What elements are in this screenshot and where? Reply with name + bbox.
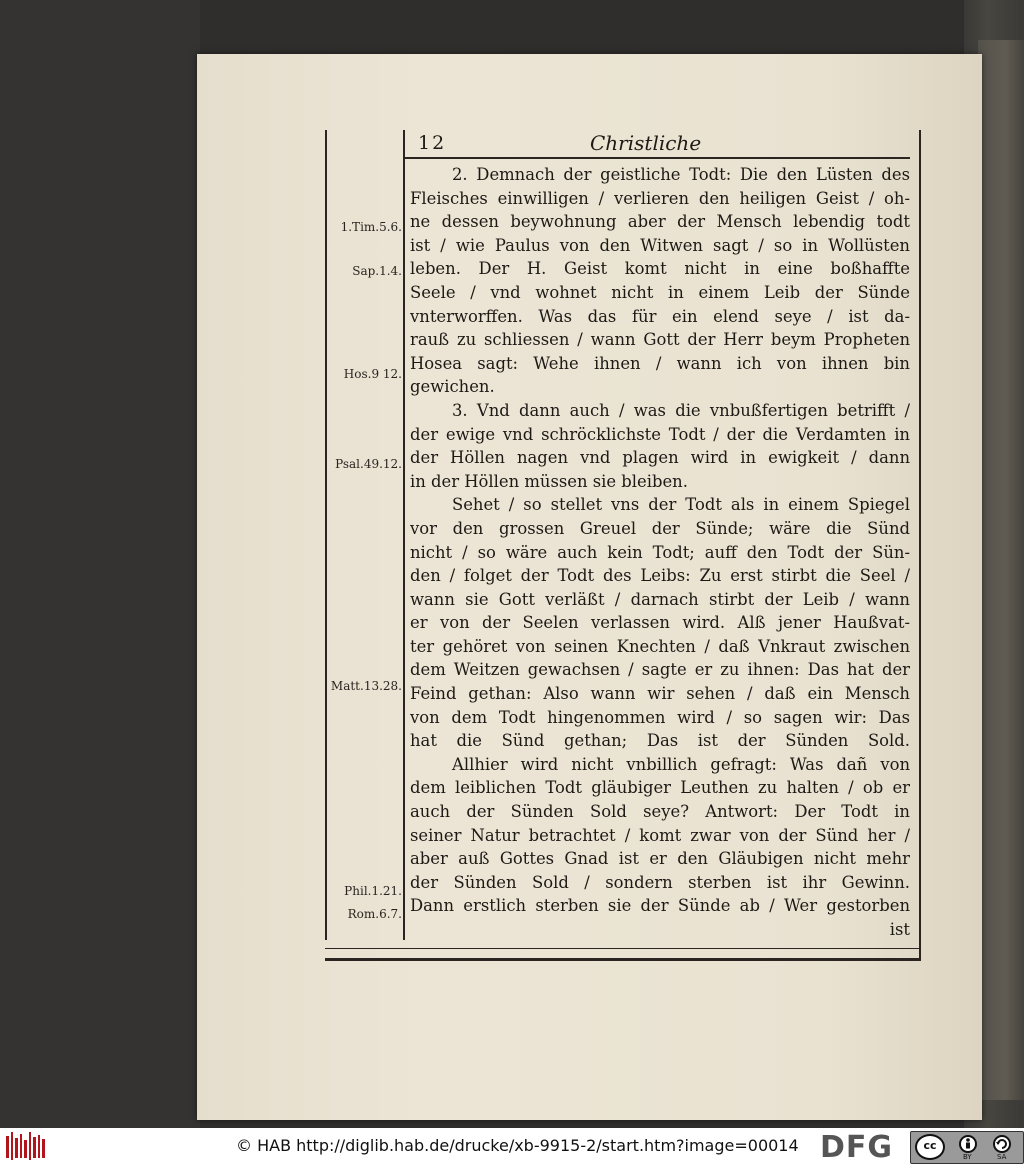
text-line: gewichen.: [410, 377, 495, 397]
viewer-footer: [0, 1128, 1024, 1165]
text-line: nicht / so wäre auch kein Todt; auff den Todt der Sün-: [410, 542, 910, 562]
text-line: Fleisches einwilligen / verlieren den heiligen Geist / oh-: [410, 188, 910, 208]
cc-icon: cc: [915, 1134, 945, 1160]
page-number: 12: [418, 132, 447, 154]
frame-bottom-inner-rule: [325, 948, 919, 949]
text-line: aber auß Gottes Gnad ist er den Gläubigen nicht mehr: [410, 849, 910, 869]
text-line: wann sie Gott verläßt / darnach stirbt der Leib / wann: [410, 589, 910, 609]
margin-reference: Hos.9 12.: [343, 367, 402, 381]
by-label: BY: [963, 1153, 972, 1161]
catchword: ist: [889, 920, 910, 939]
attribution-icon: [957, 1135, 979, 1153]
text-line: ter gehöret von seinen Knechten / daß Vnkraut zwischen: [410, 636, 910, 656]
text-line: der Höllen nagen vnd plagen wird in ewigkeit / dann: [410, 448, 910, 468]
margin-reference: Matt.13.28.: [330, 679, 402, 693]
text-line: Hosea sagt: Wehe ihnen / wann ich von ihnen bin: [410, 353, 910, 373]
text-line: Seele / vnd wohnet nicht in einem Leib der Sünde: [410, 282, 910, 302]
body-text: [410, 163, 910, 942]
margin-reference: Sap.1.4.: [352, 264, 402, 278]
text-line: leben. Der H. Geist komt nicht in eine boßhaffte: [410, 259, 910, 279]
text-line: Feind gethan: Also wann wir sehen / daß ein Mensch: [410, 684, 910, 704]
sa-label: SA: [997, 1153, 1007, 1161]
text-line: von dem Todt hingenommen wird / so sagen wir: Das: [410, 707, 910, 727]
text-line: ne dessen beywohnung aber der Mensch lebendig todt: [410, 212, 910, 232]
running-head: Christliche: [590, 131, 702, 155]
header-rule: [405, 157, 910, 159]
scan-background-left: [0, 0, 200, 1130]
text-line: 3. Vnd dann auch / was die vnbußfertigen betrifft /: [452, 400, 910, 420]
text-line: den / folget der Todt des Leibs: Zu erst stirbt die Seel /: [410, 566, 910, 586]
text-line: er von der Seelen verlassen wird. Alß jener Haußvat-: [410, 613, 910, 633]
copyright-link[interactable]: © HAB http://diglib.hab.de/drucke/xb-9915-2/start.htm?image=00014: [236, 1136, 799, 1155]
library-logo-icon: [6, 1132, 48, 1160]
adjacent-page-edge: [978, 40, 1024, 1100]
margin-reference: Psal.49.12.: [335, 457, 402, 471]
frame-left-rule: [325, 130, 327, 940]
dfg-logo: DFG: [820, 1130, 894, 1165]
text-line: ist / wie Paulus von den Witwen sagt / so in Wollüsten: [410, 235, 910, 255]
text-line: hat die Sünd gethan; Das ist der Sünden Sold.: [410, 731, 910, 751]
text-line: dem Weitzen gewachsen / sagte er zu ihnen: Das hat der: [410, 660, 910, 680]
margin-reference: Rom.6.7.: [347, 907, 402, 921]
text-line: dem leiblichen Todt gläubiger Leuthen zu halten / ob er: [410, 778, 910, 798]
text-line: in der Höllen müssen sie bleiben.: [410, 471, 688, 491]
text-line: vor den grossen Greuel der Sünde; wäre die Sünd: [410, 518, 910, 538]
cc-license-badge[interactable]: [910, 1131, 1024, 1164]
text-line: der Sünden Sold / sondern sterben ist ihr Gewinn.: [410, 872, 910, 892]
frame-margin-rule: [403, 130, 405, 940]
text-line: vnterworffen. Was das für ein elend seye / ist da-: [410, 306, 910, 326]
margin-reference: 1.Tim.5.6.: [340, 220, 402, 234]
text-line: rauß zu schliessen / wann Gott der Herr beym Propheten: [410, 330, 910, 350]
text-line: Sehet / so stellet vns der Todt als in einem Spiegel: [452, 495, 910, 515]
text-line: Dann erstlich sterben sie der Sünde ab / Wer gestorben: [410, 896, 910, 916]
text-line: 2. Demnach der geistliche Todt: Die den Lüsten des: [452, 165, 910, 184]
text-line: auch der Sünden Sold seye? Antwort: Der Todt in: [410, 802, 910, 822]
margin-reference: Phil.1.21.: [344, 884, 402, 898]
text-line: Allhier wird nicht vnbillich gefragt: Was dañ von: [452, 754, 910, 774]
text-line: der ewige vnd schröcklichste Todt / der die Verdamten in: [410, 424, 910, 444]
text-line: seiner Natur betrachtet / komt zwar von der Sünd her /: [410, 825, 910, 845]
share-alike-icon: [991, 1135, 1013, 1153]
